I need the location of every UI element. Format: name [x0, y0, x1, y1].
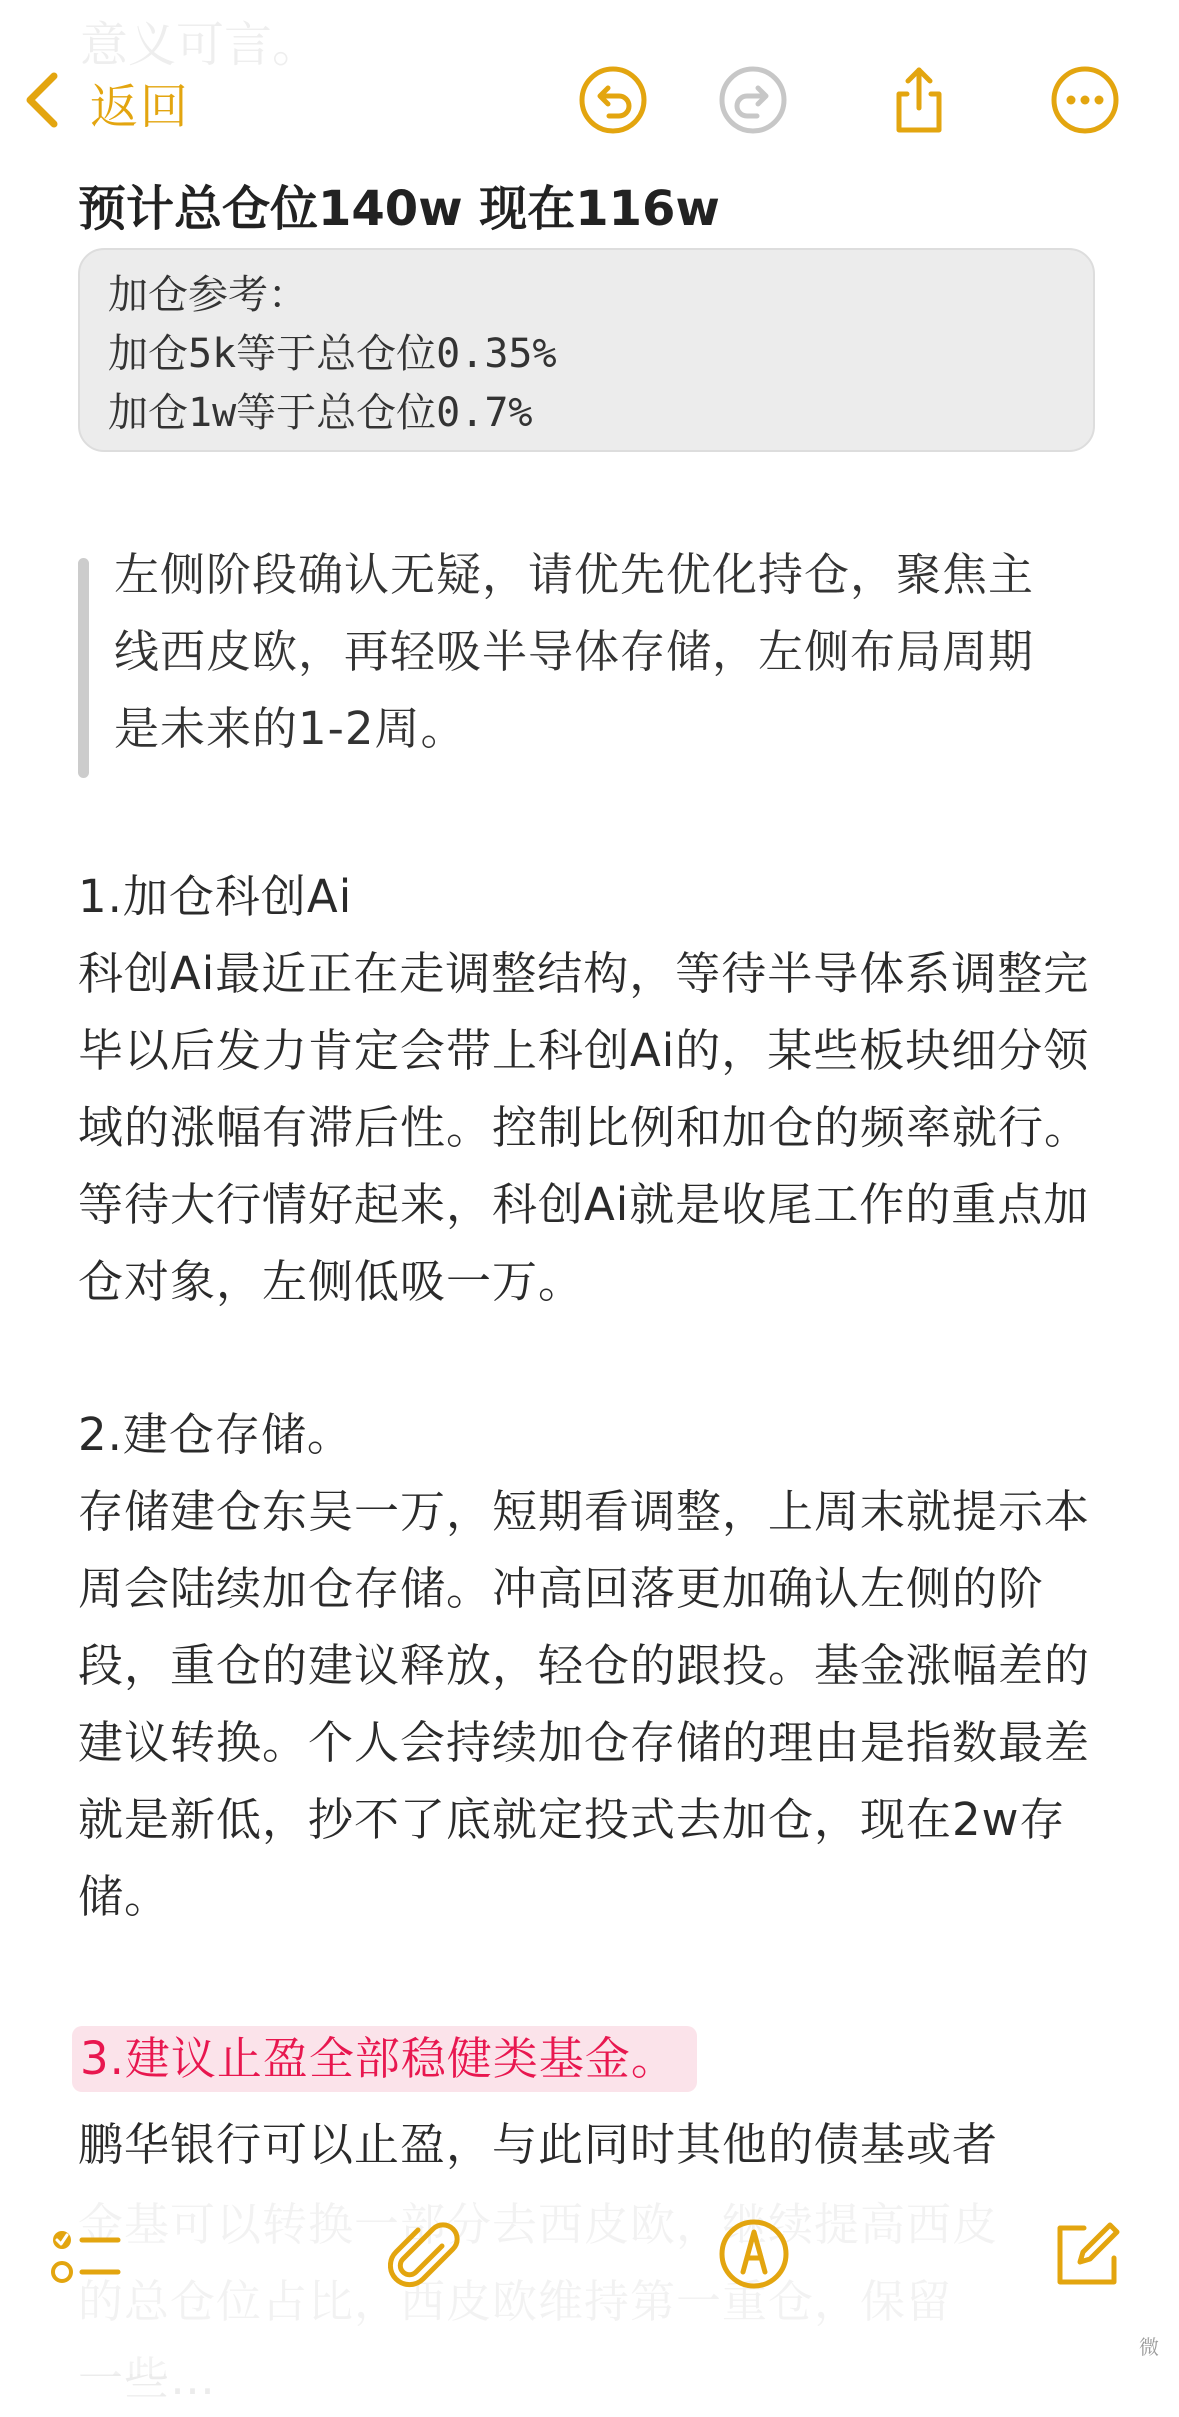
undo-icon	[577, 121, 649, 140]
quote-text: 左侧阶段确认无疑，请优先优化持仓，聚焦主线西皮欧，再轻吸半导体存储，左侧布局周期是未来的1-2周。	[114, 548, 1035, 755]
code-line: 加仓参考：	[108, 272, 308, 318]
under-toolbar-line-2: 的总仓位占比，西皮欧维持第一重仓，保留	[78, 2275, 953, 2328]
under-toolbar-line-1: 金基可以转换一部分去西皮欧，继续提高西皮	[78, 2198, 999, 2251]
section-3-title-highlighted: 3.建议止盈全部稳健类基金。	[72, 2026, 697, 2092]
chevron-left-icon	[20, 68, 64, 136]
attachment-button[interactable]	[388, 2220, 464, 2296]
navigation-bar	[0, 0, 1179, 160]
share-icon	[883, 121, 955, 140]
bottom-toolbar	[0, 2190, 1179, 2374]
back-label: 返回	[90, 78, 191, 135]
section-1-title: 1.加仓科创Ai	[78, 870, 353, 923]
section-1-body: 科创Ai最近正在走调整结构，等待半导体系调整完毕以后发力肯定会带上科创Ai的，某些板块细分领域的涨幅有滞后性。控制比例和加仓的频率就行。等待大行情好起来，科创Ai就是收尾工作的重点加仓对象，左侧低吸一万。	[78, 947, 1091, 1308]
section-2-title: 2.建仓存储。	[78, 1408, 353, 1461]
section-3-body: 鹏华银行可以止盈，与此同时其他的债基或者	[78, 2118, 999, 2171]
more-icon	[1049, 121, 1121, 140]
compose-button[interactable]	[1050, 2216, 1126, 2292]
section-1	[78, 858, 1108, 1320]
code-block	[78, 248, 1095, 452]
markup-pen-icon	[716, 2277, 792, 2296]
compose-icon	[1050, 2277, 1126, 2296]
redo-button[interactable]	[717, 64, 789, 136]
code-line: 加仓1w等于总仓位0.7%	[108, 390, 533, 436]
section-2-body: 存储建仓东吴一万，短期看调整，上周末就提示本周会陆续加仓存储。冲高回落更加确认左侧的阶段，重仓的建议释放，轻仓的跟投。基金涨幅差的建议转换。个人会持续加仓存储的理由是指数最差就是新低，抄不了底就定投式去加仓，现在2w存储。	[78, 1485, 1091, 1923]
quote-bar	[78, 558, 89, 778]
under-toolbar-line-3: 一些…	[78, 2352, 217, 2405]
attachment-icon	[388, 2281, 464, 2300]
redo-icon	[717, 121, 789, 140]
corner-mark: 微	[1139, 2335, 1159, 2359]
share-button[interactable]	[883, 64, 955, 136]
back-button[interactable]	[20, 62, 190, 142]
checklist-icon	[48, 2281, 124, 2300]
note-heading: 预计总仓位140w 现在116w	[78, 181, 720, 237]
code-line: 加仓5k等于总仓位0.35%	[108, 331, 557, 377]
section-2	[78, 1396, 1108, 1935]
checklist-button[interactable]	[48, 2220, 124, 2296]
more-button[interactable]	[1049, 64, 1121, 136]
undo-button[interactable]	[577, 64, 649, 136]
markup-button[interactable]	[716, 2216, 792, 2292]
